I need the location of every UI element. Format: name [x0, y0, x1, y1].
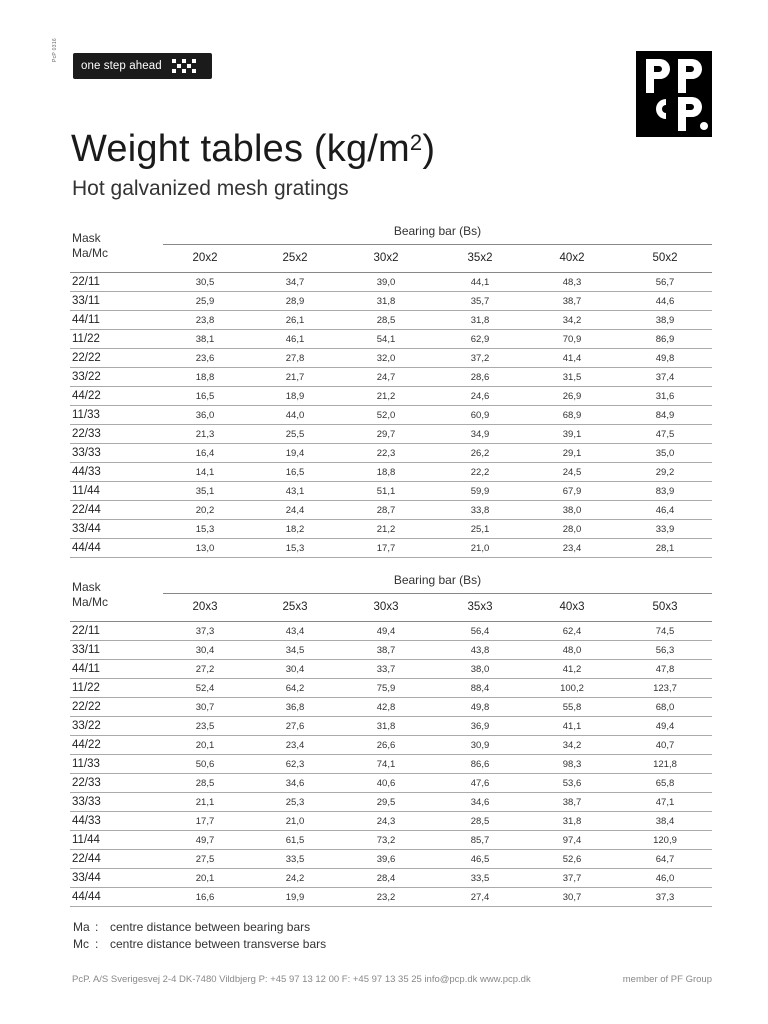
column-header: 20x2	[192, 252, 218, 264]
weight-cell: 23,8	[195, 315, 215, 326]
mask-value: 22/33	[72, 428, 101, 440]
table-row	[70, 311, 712, 330]
weight-cell: 30,7	[562, 892, 582, 903]
legend-text: centre distance between bearing bars	[110, 920, 311, 934]
weight-cell: 59,9	[470, 486, 490, 497]
weight-cell: 37,7	[562, 873, 582, 884]
weight-cell: 52,4	[195, 683, 215, 694]
mask-value: 22/22	[72, 352, 101, 364]
weight-cell: 27,4	[470, 892, 490, 903]
weight-cell: 56,7	[655, 277, 675, 288]
weight-cell: 34,6	[470, 797, 490, 808]
weight-cell: 70,9	[562, 334, 582, 345]
column-header: 40x2	[559, 252, 585, 264]
legend-separator: :	[95, 920, 99, 934]
weight-cell: 32,0	[376, 353, 396, 364]
weight-cell: 47,5	[655, 429, 675, 440]
header-rule	[163, 593, 712, 594]
weight-cell: 18,2	[285, 524, 305, 535]
weight-cell: 26,2	[470, 448, 490, 459]
weight-cell: 28,5	[376, 315, 396, 326]
weight-cell: 28,9	[285, 296, 305, 307]
mask-value: 44/44	[72, 891, 101, 903]
weight-cell: 14,1	[195, 467, 215, 478]
weight-cell: 53,6	[562, 778, 582, 789]
weight-cell: 34,6	[285, 778, 305, 789]
weight-cell: 23,5	[195, 721, 215, 732]
weight-cell: 21,7	[285, 372, 305, 383]
weight-cell: 18,8	[376, 467, 396, 478]
table-row	[70, 406, 712, 425]
mask-value: 22/44	[72, 504, 101, 516]
table-row	[70, 368, 712, 387]
weight-cell: 20,1	[195, 873, 215, 884]
checker-icon	[172, 59, 196, 73]
weight-cell: 31,5	[562, 372, 582, 383]
mask-value: 44/11	[72, 663, 100, 675]
weight-cell: 38,0	[562, 505, 582, 516]
weight-cell: 27,6	[285, 721, 305, 732]
bearing-bar-label: Bearing bar (Bs)	[393, 224, 482, 238]
title-end: )	[422, 128, 436, 170]
table-row	[70, 698, 712, 717]
weight-cell: 28,5	[195, 778, 215, 789]
weight-cell: 30,7	[195, 702, 215, 713]
weight-cell: 31,8	[562, 816, 582, 827]
column-header: 25x2	[282, 252, 308, 264]
table-row	[70, 463, 712, 482]
weight-cell: 31,8	[376, 721, 396, 732]
weight-cell: 38,7	[562, 296, 582, 307]
mask-value: 44/44	[72, 542, 101, 554]
weight-cell: 61,5	[285, 835, 305, 846]
weight-cell: 74,1	[376, 759, 396, 770]
table-row	[70, 717, 712, 736]
ma-mc-label: Ma/Mc	[72, 246, 108, 260]
weight-cell: 43,8	[470, 645, 490, 656]
weight-cell: 30,5	[195, 277, 215, 288]
table-row	[70, 387, 712, 406]
weight-cell: 33,8	[470, 505, 490, 516]
bearing-bar-label: Bearing bar (Bs)	[393, 573, 482, 587]
weight-cell: 37,2	[470, 353, 490, 364]
weight-cell: 83,9	[655, 486, 675, 497]
weight-cell: 51,1	[376, 486, 396, 497]
weight-cell: 27,5	[195, 854, 215, 865]
mask-value: 11/33	[72, 409, 100, 421]
weight-cell: 22,3	[376, 448, 396, 459]
weight-cell: 34,2	[562, 740, 582, 751]
weight-cell: 21,1	[195, 797, 215, 808]
weight-cell: 62,3	[285, 759, 305, 770]
weight-cell: 37,3	[655, 892, 675, 903]
column-header: 50x3	[652, 601, 678, 613]
tagline-text: one step ahead	[81, 60, 162, 72]
weight-cell: 23,6	[195, 353, 215, 364]
weight-cell: 16,4	[195, 448, 215, 459]
mask-label: Mask	[72, 231, 101, 245]
table-row	[70, 330, 712, 349]
weight-cell: 88,4	[470, 683, 490, 694]
legend-separator: :	[95, 937, 99, 951]
weight-cell: 47,6	[470, 778, 490, 789]
weight-cell: 75,9	[376, 683, 396, 694]
mask-value: 22/44	[72, 853, 101, 865]
weight-cell: 16,5	[285, 467, 305, 478]
weight-cell: 46,0	[655, 873, 675, 884]
weight-cell: 33,5	[285, 854, 305, 865]
mask-value: 11/22	[72, 333, 100, 345]
weight-cell: 65,8	[655, 778, 675, 789]
legend-key: Mc	[73, 937, 89, 951]
weight-cell: 39,6	[376, 854, 396, 865]
weight-cell: 46,5	[470, 854, 490, 865]
weight-cell: 17,7	[376, 543, 396, 554]
weight-cell: 64,2	[285, 683, 305, 694]
weight-cell: 29,2	[655, 467, 675, 478]
weight-cell: 24,3	[376, 816, 396, 827]
table-row	[70, 501, 712, 520]
table-row	[70, 641, 712, 660]
weight-cell: 21,3	[195, 429, 215, 440]
weight-cell: 38,9	[655, 315, 675, 326]
weight-cell: 48,3	[562, 277, 582, 288]
weight-cell: 84,9	[655, 410, 675, 421]
mask-value: 33/44	[72, 872, 101, 884]
mask-value: 22/11	[72, 625, 100, 637]
weight-cell: 60,9	[470, 410, 490, 421]
weight-cell: 25,9	[195, 296, 215, 307]
weight-cell: 37,4	[655, 372, 675, 383]
weight-cell: 123,7	[653, 683, 677, 694]
weight-cell: 64,7	[655, 854, 675, 865]
weight-cell: 55,8	[562, 702, 582, 713]
weight-cell: 41,2	[562, 664, 582, 675]
column-header: 40x3	[559, 601, 585, 613]
weight-cell: 49,4	[376, 626, 396, 637]
weight-cell: 34,7	[285, 277, 305, 288]
weight-cell: 38,4	[655, 816, 675, 827]
page-subtitle: Hot galvanized mesh gratings	[72, 177, 349, 200]
weight-cell: 86,9	[655, 334, 675, 345]
weight-cell: 35,7	[470, 296, 490, 307]
weight-cell: 26,9	[562, 391, 582, 402]
weight-cell: 43,4	[285, 626, 305, 637]
weight-cell: 28,1	[655, 543, 675, 554]
weight-cell: 100,2	[560, 683, 584, 694]
weight-cell: 56,3	[655, 645, 675, 656]
legend-text: centre distance between transverse bars	[110, 937, 327, 951]
table-row	[70, 736, 712, 755]
weight-cell: 46,4	[655, 505, 675, 516]
weight-cell: 20,1	[195, 740, 215, 751]
weight-cell: 15,3	[195, 524, 215, 535]
weight-cell: 41,1	[562, 721, 582, 732]
mask-value: 22/22	[72, 701, 101, 713]
weight-cell: 36,8	[285, 702, 305, 713]
weight-cell: 25,3	[285, 797, 305, 808]
table-row	[70, 888, 712, 907]
weight-cell: 41,4	[562, 353, 582, 364]
table-row	[70, 539, 712, 558]
page-title	[71, 128, 435, 171]
weight-cell: 28,4	[376, 873, 396, 884]
mask-value: 33/11	[72, 295, 100, 307]
weight-cell: 18,8	[195, 372, 215, 383]
weight-cell: 26,1	[285, 315, 305, 326]
weight-cell: 49,8	[655, 353, 675, 364]
mask-value: 11/44	[72, 485, 100, 497]
weight-cell: 27,2	[195, 664, 215, 675]
table-row	[70, 349, 712, 368]
weight-cell: 20,2	[195, 505, 215, 516]
weight-cell: 18,9	[285, 391, 305, 402]
weight-cell: 23,4	[285, 740, 305, 751]
weight-cell: 52,6	[562, 854, 582, 865]
weight-cell: 31,6	[655, 391, 675, 402]
legend-ma	[73, 920, 310, 934]
weight-cell: 50,6	[195, 759, 215, 770]
weight-cell: 38,7	[376, 645, 396, 656]
weight-cell: 30,9	[470, 740, 490, 751]
title-superscript: 2	[409, 130, 423, 155]
weight-cell: 49,7	[195, 835, 215, 846]
table-row	[70, 520, 712, 539]
tagline-badge	[73, 53, 212, 79]
table-row	[70, 679, 712, 698]
column-header: 35x2	[467, 252, 493, 264]
weight-cell: 68,9	[562, 410, 582, 421]
weight-cell: 21,2	[376, 524, 396, 535]
weight-cell: 16,6	[195, 892, 215, 903]
weight-cell: 47,8	[655, 664, 675, 675]
weight-cell: 22,2	[470, 467, 490, 478]
mask-value: 22/11	[72, 276, 100, 288]
weight-cell: 38,0	[470, 664, 490, 675]
weight-cell: 85,7	[470, 835, 490, 846]
weight-cell: 97,4	[562, 835, 582, 846]
weight-cell: 23,2	[376, 892, 396, 903]
weight-cell: 40,6	[376, 778, 396, 789]
weight-cell: 47,1	[655, 797, 675, 808]
weight-cell: 38,1	[195, 334, 215, 345]
mask-value: 44/33	[72, 815, 101, 827]
pcp-logo-icon	[636, 51, 712, 137]
table-row	[70, 774, 712, 793]
table-row	[70, 850, 712, 869]
weight-cell: 98,3	[562, 759, 582, 770]
mask-value: 11/33	[72, 758, 100, 770]
weight-cell: 35,1	[195, 486, 215, 497]
footer-contact: PcP. A/S Sverigesvej 2-4 DK-7480 Vildbjerg P: +45 97 13 12 00 F: +45 97 13 35 25 info@pcp.dk www.pcp.dk	[72, 974, 531, 985]
weight-cell: 31,8	[470, 315, 490, 326]
weight-cell: 62,9	[470, 334, 490, 345]
weight-cell: 23,4	[562, 543, 582, 554]
mask-value: 33/11	[72, 644, 100, 656]
mask-value: 33/33	[72, 447, 101, 459]
weight-cell: 43,1	[285, 486, 305, 497]
weight-cell: 39,1	[562, 429, 582, 440]
weight-cell: 40,7	[655, 740, 675, 751]
weight-cell: 62,4	[562, 626, 582, 637]
title-text: Weight tables (kg/m	[71, 128, 410, 170]
column-header: 25x3	[282, 601, 308, 613]
weight-cell: 17,7	[195, 816, 215, 827]
weight-cell: 24,5	[562, 467, 582, 478]
weight-cell: 46,1	[285, 334, 305, 345]
table-row	[70, 482, 712, 501]
weight-cell: 42,8	[376, 702, 396, 713]
weight-cell: 28,6	[470, 372, 490, 383]
weight-cell: 24,6	[470, 391, 490, 402]
weight-cell: 74,5	[655, 626, 675, 637]
weight-cell: 34,5	[285, 645, 305, 656]
weight-cell: 19,9	[285, 892, 305, 903]
mask-value: 33/44	[72, 523, 101, 535]
weight-cell: 24,7	[376, 372, 396, 383]
weight-cell: 29,5	[376, 797, 396, 808]
weight-cell: 52,0	[376, 410, 396, 421]
weight-cell: 16,5	[195, 391, 215, 402]
weight-cell: 25,1	[470, 524, 490, 535]
mask-value: 11/44	[72, 834, 100, 846]
weight-cell: 44,1	[470, 277, 490, 288]
weight-cell: 28,5	[470, 816, 490, 827]
legend-key: Ma	[73, 920, 90, 934]
weight-cell: 26,6	[376, 740, 396, 751]
table-row	[70, 273, 712, 292]
mask-value: 44/11	[72, 314, 100, 326]
weight-cell: 36,0	[195, 410, 215, 421]
table-row	[70, 812, 712, 831]
mask-value: 33/22	[72, 371, 101, 383]
weight-cell: 39,0	[376, 277, 396, 288]
weight-cell: 35,0	[655, 448, 675, 459]
weight-cell: 67,9	[562, 486, 582, 497]
weight-cell: 33,7	[376, 664, 396, 675]
weight-cell: 28,0	[562, 524, 582, 535]
weight-cell: 48,0	[562, 645, 582, 656]
weight-cell: 29,7	[376, 429, 396, 440]
weight-cell: 19,4	[285, 448, 305, 459]
weight-cell: 24,4	[285, 505, 305, 516]
weight-cell: 24,2	[285, 873, 305, 884]
weight-cell: 73,2	[376, 835, 396, 846]
weight-cell: 86,6	[470, 759, 490, 770]
weight-cell: 30,4	[195, 645, 215, 656]
column-header: 30x3	[373, 601, 399, 613]
column-header: 50x2	[652, 252, 678, 264]
weight-cell: 29,1	[562, 448, 582, 459]
mask-value: 44/22	[72, 739, 101, 751]
weight-cell: 34,9	[470, 429, 490, 440]
weight-cell: 15,3	[285, 543, 305, 554]
table-row	[70, 831, 712, 850]
weight-cell: 13,0	[195, 543, 215, 554]
column-header: 20x3	[192, 601, 218, 613]
weight-cell: 33,9	[655, 524, 675, 535]
table-row	[70, 444, 712, 463]
row-rule	[70, 557, 712, 558]
weight-cell: 54,1	[376, 334, 396, 345]
weight-cell: 21,0	[285, 816, 305, 827]
mask-value: 33/33	[72, 796, 101, 808]
weight-cell: 37,3	[195, 626, 215, 637]
weight-cell: 27,8	[285, 353, 305, 364]
weight-cell: 21,0	[470, 543, 490, 554]
weight-cell: 38,7	[562, 797, 582, 808]
ma-mc-label: Ma/Mc	[72, 595, 108, 609]
pcp-logo	[636, 51, 712, 137]
weight-cell: 31,8	[376, 296, 396, 307]
footer-member: member of PF Group	[622, 974, 712, 985]
weight-cell: 56,4	[470, 626, 490, 637]
table-row	[70, 869, 712, 888]
weight-cell: 49,4	[655, 721, 675, 732]
weight-cell: 34,2	[562, 315, 582, 326]
table-row	[70, 660, 712, 679]
mask-value: 44/22	[72, 390, 101, 402]
weight-cell: 121,8	[653, 759, 677, 770]
mask-value: 22/33	[72, 777, 101, 789]
weight-cell: 28,7	[376, 505, 396, 516]
table-row	[70, 622, 712, 641]
document-code: PcP 0316	[52, 38, 58, 62]
weight-cell: 49,8	[470, 702, 490, 713]
weight-cell: 25,5	[285, 429, 305, 440]
weight-cell: 36,9	[470, 721, 490, 732]
weight-cell: 120,9	[653, 835, 677, 846]
weight-cell: 44,0	[285, 410, 305, 421]
weight-cell: 21,2	[376, 391, 396, 402]
table-row	[70, 425, 712, 444]
mask-value: 11/22	[72, 682, 100, 694]
weight-cell: 33,5	[470, 873, 490, 884]
mask-label: Mask	[72, 580, 101, 594]
table-row	[70, 793, 712, 812]
mask-value: 33/22	[72, 720, 101, 732]
weight-cell: 44,6	[655, 296, 675, 307]
mask-value: 44/33	[72, 466, 101, 478]
header-rule	[163, 244, 712, 245]
table-row	[70, 292, 712, 311]
row-rule	[70, 906, 712, 907]
column-header: 30x2	[373, 252, 399, 264]
weight-cell: 68,0	[655, 702, 675, 713]
table-row	[70, 755, 712, 774]
column-header: 35x3	[467, 601, 493, 613]
weight-cell: 30,4	[285, 664, 305, 675]
legend-mc	[73, 937, 326, 951]
